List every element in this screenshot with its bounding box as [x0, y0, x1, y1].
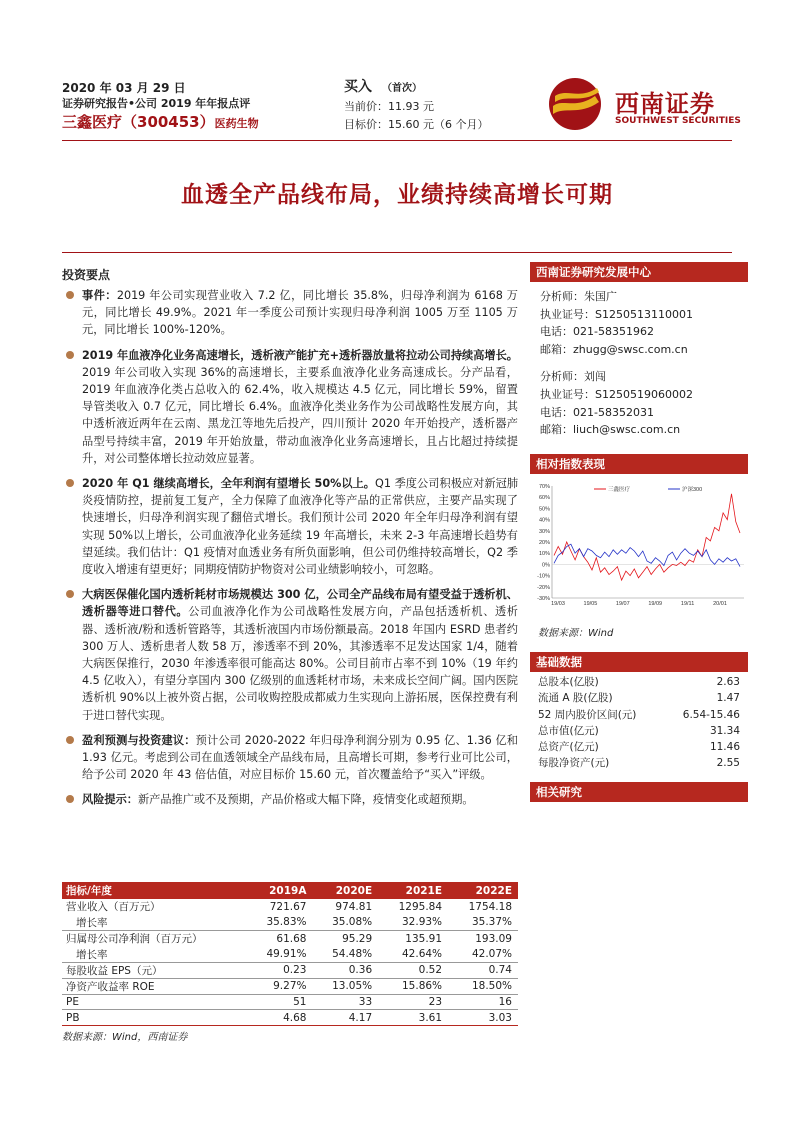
summary-bullets [62, 287, 518, 817]
table-cell: 18.50% [448, 978, 518, 994]
row-label: PB [62, 1010, 247, 1026]
basic-data-label: 总资产(亿元) [538, 741, 599, 754]
table-row [62, 899, 518, 915]
logo-cn: 西南证券 [615, 90, 715, 118]
table-row [62, 931, 518, 947]
related-research-heading: 相关研究 [530, 782, 748, 802]
x-tick-label: 19/11 [680, 601, 695, 607]
basic-data-row [538, 690, 740, 706]
x-tick-label: 19/09 [648, 601, 663, 607]
bullet-lead: 大病医保催化国内透析耗材市场规模达 300 亿，公司全产品线布局有望受益于透析机、透析器等进口替代。 [82, 588, 518, 619]
y-tick-label: 70% [538, 484, 550, 490]
table-cell: 0.52 [378, 962, 448, 978]
logo-emblem-icon [545, 76, 609, 132]
bullet-dot-icon [66, 590, 74, 598]
table-cell: 0.36 [312, 962, 378, 978]
y-tick-label: 30% [538, 528, 550, 535]
bullet-text: 公司血液净化作为公司战略性发展方向，产品包括透析机、透析器、透析液/粉和透析管路等，其透析液国内市场份额最高。2018 年国内 ESRD 患者约 300 万人、透析患者人数 58 万，渗透率不到 20%，其渗透率不足发达国家 1/4，随着大病医保推行，2030 年渗透率很可能高达 80%。公司目前市占率不到 10%（19 年约 4.5 亿收入），有望分享国内 300 亿级别的血透耗材市场，未来成长空间广阔。国内医院透析机 90%以上被外资占据，公司收购控股成都威力生实现向上游拓展，医保控费有利于进口替代实现。 [82, 605, 518, 722]
report-meta [62, 80, 259, 135]
basic-data-value: 6.54-15.46 [682, 708, 740, 721]
bullet-dot-icon [66, 795, 74, 803]
table-cell: 15.86% [378, 978, 448, 994]
table-cell: 61.68 [276, 932, 307, 945]
column-header: 指标/年度 [62, 882, 247, 899]
table-cell: 16 [448, 994, 518, 1010]
table-cell: 33 [312, 994, 378, 1010]
table-row [62, 994, 518, 1010]
table-cell: 1754.18 [468, 900, 512, 913]
legend-label: 沪深300 [682, 487, 703, 493]
y-tick-label: 10% [538, 551, 550, 558]
row-label: 增长率 [62, 915, 247, 931]
sector-label: 医药生物 [214, 117, 259, 130]
research-center-heading: 西南证券研究发展中心 [530, 262, 748, 282]
analyst-email[interactable]: 邮箱：liuch@swsc.com.cn [540, 423, 681, 437]
financial-forecast-table [62, 882, 518, 1026]
chart-source: 数据来源：Wind [538, 628, 614, 639]
y-tick-label: 60% [538, 495, 550, 502]
relative-index-chart [530, 478, 748, 608]
bullet-dot-icon [66, 736, 74, 744]
basic-data-value: 11.46 [709, 741, 740, 754]
basic-data-value: 2.63 [716, 676, 740, 688]
analyst-phone: 电话：021-58351962 [540, 325, 654, 339]
bullet-text: 2019 年公司实现营业收入 7.2 亿，同比增长 35.8%，归母净利润为 6168 万元，同比增长 49.9%。2021 年一季度公司预计实现归母净利润 1005 万至 1105 万元，同比增长 100%-120%。 [82, 289, 518, 337]
y-tick-label: -10% [537, 573, 550, 580]
summary-heading: 投资要点 [62, 268, 111, 282]
bullet-item [62, 586, 518, 724]
basic-data-row [538, 755, 740, 771]
page-title: 血透全产品线布局，业绩持续高增长可期 [181, 182, 613, 208]
y-tick-label: -20% [537, 584, 550, 591]
x-tick-label: 20/01 [713, 601, 727, 607]
table-cell: 135.91 [405, 932, 443, 945]
x-tick-label: 19/07 [615, 601, 630, 607]
table-row [62, 962, 518, 978]
bullet-dot-icon [66, 291, 74, 299]
column-header: 2019A [247, 882, 313, 899]
table-cell: 42.07% [448, 946, 518, 962]
y-tick-label: 0% [542, 562, 550, 569]
table-cell: 193.09 [475, 932, 512, 945]
basic-data-row [538, 674, 740, 690]
title-divider [62, 252, 732, 253]
table-cell: 95.29 [342, 932, 373, 945]
target-price: 目标价：15.60 元（6 个月） [344, 118, 489, 131]
table-body [62, 899, 518, 1026]
table-cell: 13.05% [312, 978, 378, 994]
table-header-row [62, 882, 518, 899]
basic-data-label: 每股净资产(元) [538, 757, 610, 770]
y-tick-label: 40% [538, 517, 550, 524]
bullet-lead: 事件： [82, 289, 117, 302]
rating-block [344, 78, 488, 134]
bullet-item [62, 347, 518, 467]
analyst-name: 分析师：朱国广 [540, 290, 617, 303]
table-cell: 3.61 [378, 1010, 448, 1026]
research-center-panel [530, 262, 748, 439]
table-cell: 35.37% [448, 915, 518, 931]
column-header: 2021E [378, 882, 448, 899]
basic-data-heading: 基础数据 [530, 652, 748, 672]
table-cell: 23 [378, 994, 448, 1010]
table-cell: 4.17 [312, 1010, 378, 1026]
table-row [62, 946, 518, 962]
row-label: 每股收益 EPS（元） [62, 962, 247, 978]
table-source: 数据来源：Wind，西南证券 [62, 1032, 188, 1043]
basic-data-value: 2.55 [716, 757, 740, 770]
report-date: 2020 年 03 月 29 日 [62, 81, 186, 95]
chart-svg [530, 478, 748, 608]
basic-data-value: 31.34 [709, 724, 740, 737]
basic-data-label: 总市值(亿元) [538, 724, 599, 737]
basic-data-table [538, 674, 740, 772]
bullet-lead: 风险提示： [82, 793, 138, 807]
basic-data-panel [530, 652, 748, 672]
table-cell: 3.03 [448, 1010, 518, 1026]
basic-data-label: 流通 A 股(亿股) [538, 692, 613, 705]
table-cell: 4.68 [247, 1010, 313, 1026]
table-row [62, 978, 518, 994]
row-label: PE [62, 994, 247, 1010]
logo-en: SOUTHWEST SECURITIES [615, 116, 741, 126]
bullet-lead: 2019 年血液净化业务高速增长，透析液产能扩充+透析器放量将拉动公司持续高增长。 [82, 348, 518, 362]
row-label: 归属母公司净利润（百万元） [66, 933, 203, 946]
table-row [62, 915, 518, 931]
related-research-panel [530, 782, 748, 802]
table-cell: 42.64% [378, 946, 448, 962]
column-header: 2020E [312, 882, 378, 899]
table-cell: 32.93% [378, 915, 448, 931]
analyst-phone: 电话：021-58352031 [540, 405, 654, 419]
bullet-text: Q1 季度公司积极应对新冠肺炎疫情防控，提前复工复产，全力保障了血液净化等产品的正常供应，主要产品实现了快速增长，归母净利润实现了翻倍式增长。我们预计公司 2020 年全年归母净利润有望实现 50%以上增长，公司血液净化业务延续 19 年高增长，未来 2-3 年高速增长趋势有望延续。我们估计：Q1 疫情对血透业务有所负面影响，但公司仍维持较高增长，Q2 季度收入增速有望更好；同期疫情防护物资对公司业绩影响较小，可忽略。 [82, 477, 519, 577]
analyst-name: 分析师：刘闯 [540, 370, 606, 384]
rating-value: 买入 [344, 79, 372, 95]
basic-data-row [538, 739, 740, 755]
column-header: 2022E [448, 882, 518, 899]
basic-data-row [538, 707, 740, 723]
series-line-0 [554, 494, 740, 580]
company-line [62, 111, 259, 135]
basic-data-row [538, 723, 740, 739]
row-label: 营业收入（百万元） [66, 901, 161, 914]
bullet-text: 新产品推广或不及预期，产品价格或大幅下降，疫情变化或超预期。 [137, 793, 474, 807]
basic-data-label: 总股本(亿股) [538, 676, 599, 688]
legend-label: 三鑫医疗 [608, 487, 631, 493]
table-cell: 721.67 [269, 900, 307, 913]
relative-index-heading: 相对指数表现 [530, 454, 748, 474]
report-type: 证券研究报告•公司 2019 年年报点评 [62, 97, 251, 110]
analyst-list [530, 282, 748, 439]
rating [344, 78, 488, 98]
analyst-license: 执业证号：S1250513110001 [540, 307, 693, 321]
y-tick-label: -30% [537, 596, 550, 602]
x-tick-label: 19/05 [583, 601, 598, 607]
table-cell: 35.83% [247, 915, 313, 931]
basic-data-label: 52 周内股价区间(元) [538, 708, 637, 721]
bullet-text: 2019 年公司收入实现 36%的高速增长，主要系血液净化业务高速成长。分产品看，2019 年血液净化类占总收入的 62.4%，收入规模达 4.5 亿元，同比增长 59%，留置导管类收入 0.7 亿元，同比增长 6.4%。血液净化类业务作为公司战略性发展方向，其中透析液近两年在云南、黑龙江等地先后投产，四川预计 2020 年开始投产，透析器产品型号持续丰富，2019 年开始放量，带动血液净化业务高速增长，且占比超过持续提升，对公司整体增长拉动效应显著。 [82, 365, 518, 465]
table-cell: 9.27% [247, 978, 313, 994]
current-price: 当前价：11.93 元 [344, 100, 434, 113]
rating-note: （首次） [382, 83, 422, 94]
analyst-license: 执业证号：S1250519060002 [540, 387, 693, 401]
table-cell: 974.81 [335, 900, 373, 913]
table-cell: 1295.84 [398, 900, 443, 913]
series-line-1 [554, 544, 740, 566]
bullet-item [62, 475, 518, 578]
brand-logo [545, 76, 745, 132]
bullet-dot-icon [66, 479, 74, 487]
bullet-lead: 2020 年 Q1 继续高增长，全年利润有望增长 50%以上。 [82, 477, 376, 491]
bullet-dot-icon [66, 351, 74, 359]
analyst-email[interactable]: 邮箱：zhugg@swsc.com.cn [540, 342, 688, 356]
table-cell: 0.23 [247, 962, 313, 978]
bullet-item [62, 287, 518, 339]
basic-data-value: 1.47 [716, 692, 740, 705]
row-label: 净资产收益率 ROE [62, 978, 247, 994]
y-tick-label: 50% [538, 506, 550, 513]
table-cell: 49.91% [247, 946, 313, 962]
bullet-item [62, 732, 518, 784]
company-name: 三鑫医疗（300453） [62, 113, 215, 131]
x-tick-label: 19/03 [551, 601, 565, 607]
table-cell: 35.08% [312, 915, 378, 931]
bullet-text: 预计公司 2020-2022 年归母净利润分别为 0.95 亿、1.36 亿和 1.93 亿元。考虑到公司在血透领域全产品线布局，且高增长可期，参考行业可比公司，给予公司 2020 年 43 倍估值，对应目标价 15.60 元，首次覆盖给予“买入”评级。 [82, 733, 518, 782]
y-tick-label: 20% [538, 540, 550, 546]
relative-index-panel [530, 454, 748, 474]
row-label: 增长率 [62, 946, 247, 962]
header-divider [62, 140, 732, 141]
bullet-item [62, 791, 518, 808]
table-row [62, 1010, 518, 1026]
table-cell: 51 [247, 994, 313, 1010]
table-cell: 0.74 [448, 962, 518, 978]
bullet-lead: 盈利预测与投资建议： [82, 733, 196, 747]
table-cell: 54.48% [312, 946, 378, 962]
